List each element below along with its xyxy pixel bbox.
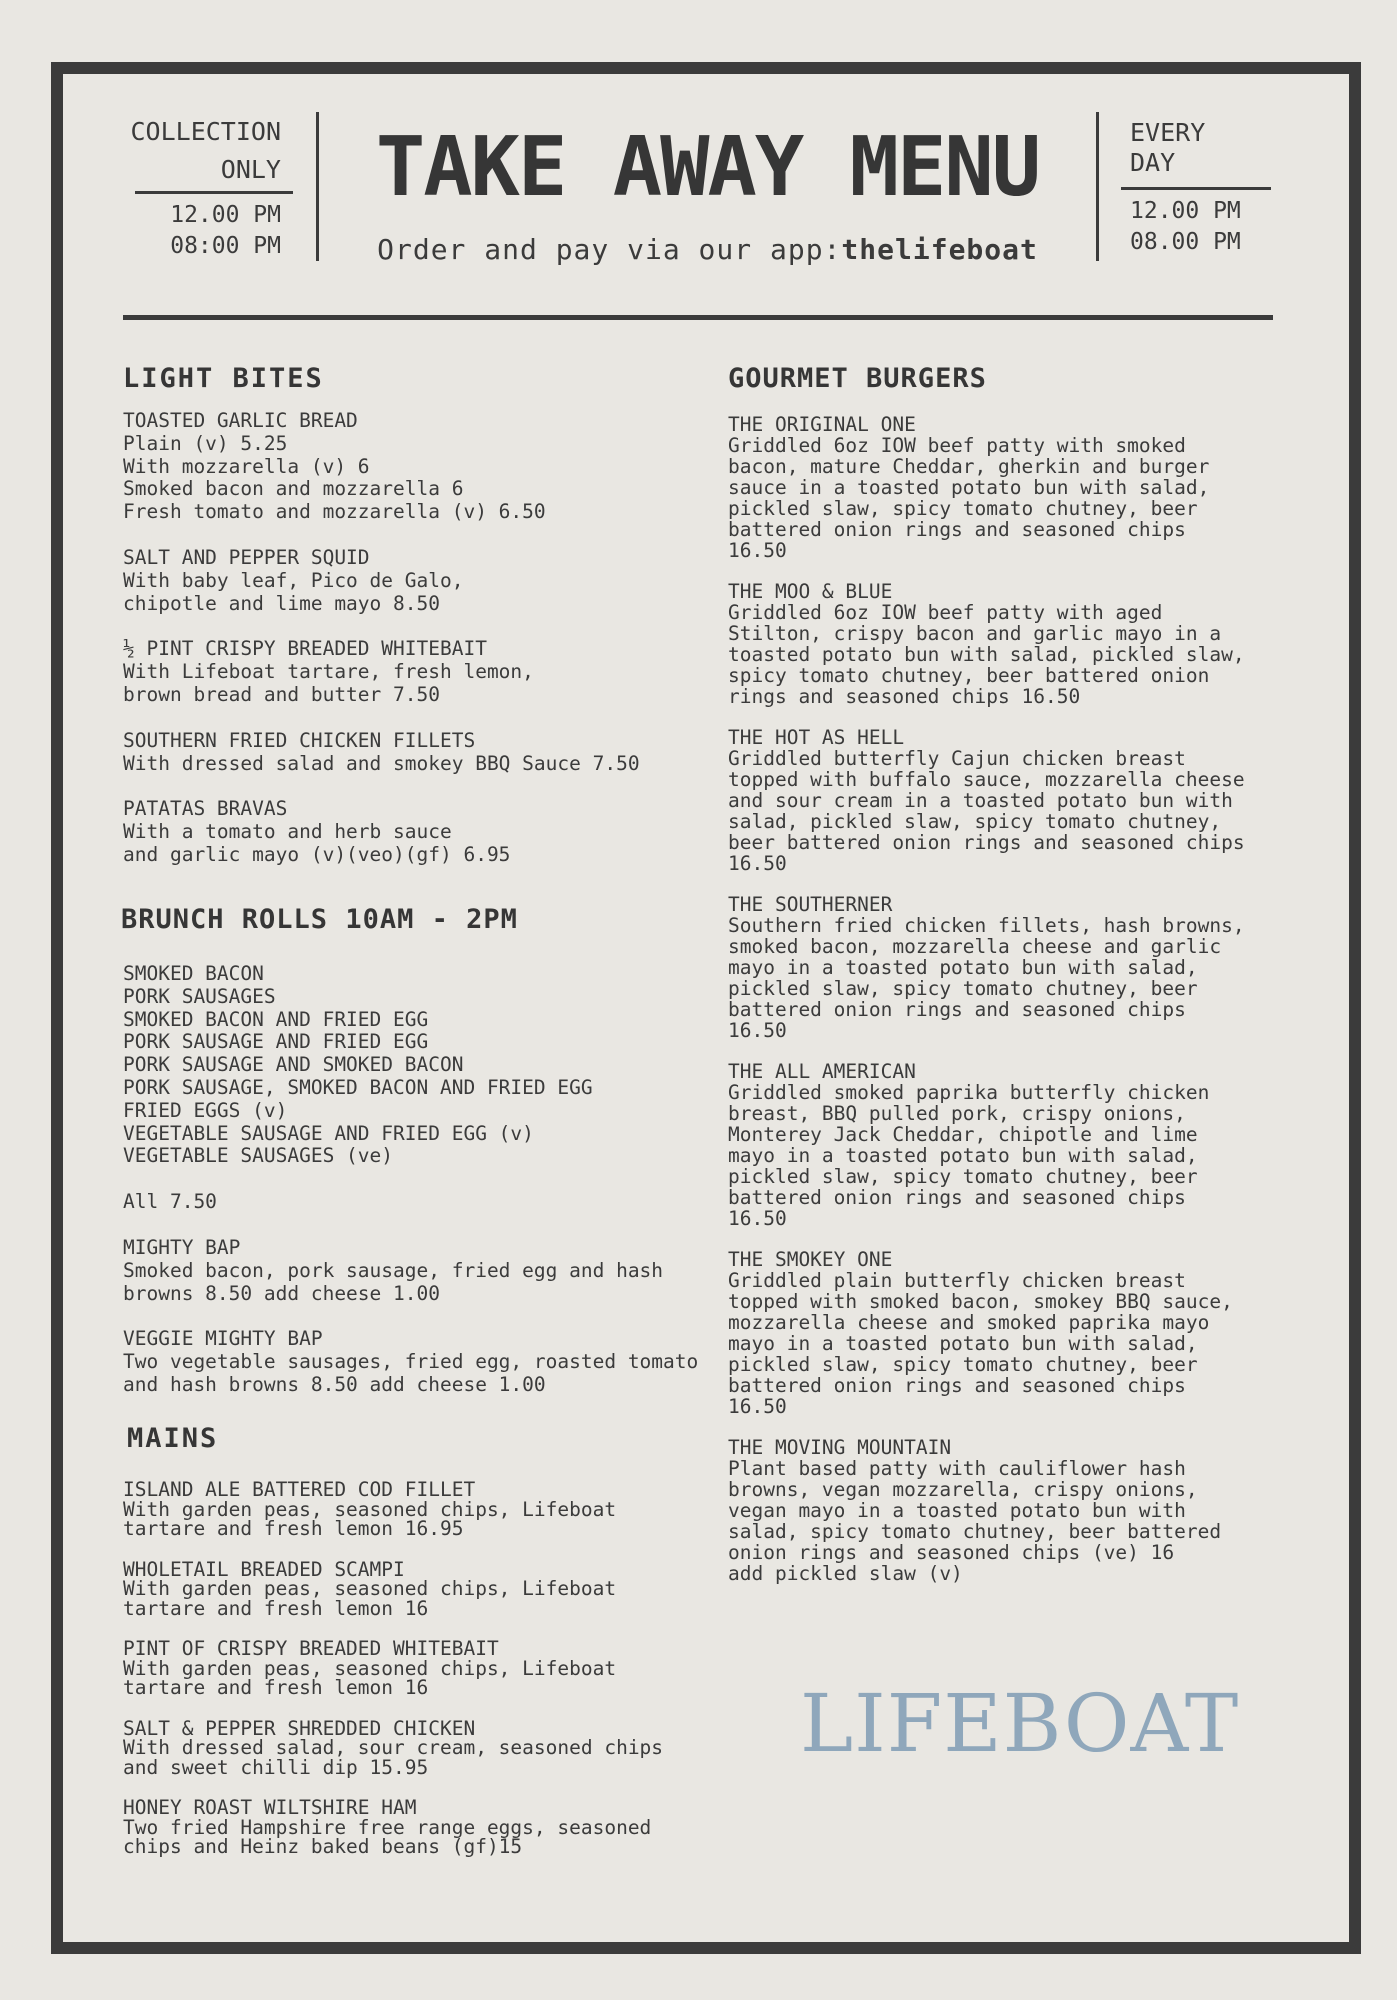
menu-item-name: WHOLETAIL BREADED SCAMPI (123, 1557, 405, 1581)
menu-item (728, 1061, 1245, 1229)
menu-item-line: pickled slaw, spicy tomato chutney, beer (728, 977, 1198, 1000)
subtitle-prefix: Order and pay via our app: (377, 233, 842, 266)
menu-item-line: tartare and fresh lemon 16.95 (123, 1517, 464, 1540)
menu-item-line: Plant based patty with cauliflower hash (728, 1457, 1186, 1480)
menu-item-line: and garlic mayo (v)(veo)(gf) 6.95 (123, 842, 511, 866)
menu-item-line: PORK SAUSAGE AND FRIED EGG (123, 1030, 429, 1054)
menu-item-line: Griddled 6oz IOW beef patty with aged (728, 601, 1163, 624)
menu-item (728, 894, 1245, 1041)
menu-item-name: THE ALL AMERICAN (728, 1060, 916, 1083)
menu-item-line: spicy tomato chutney, beer battered onion (728, 664, 1210, 687)
menu-item-name: SALT AND PEPPER SQUID (123, 545, 370, 569)
menu-item (123, 1328, 698, 1396)
menu-item-name: THE ORIGINAL ONE (728, 413, 916, 436)
menu-item-name: THE MOVING MOUNTAIN (728, 1436, 952, 1459)
menu-item-line: PORK SAUSAGE AND SMOKED BACON (123, 1053, 464, 1077)
collection-close-time: 08:00 PM (170, 233, 281, 259)
menu-item-line: tartare and fresh lemon 16 (123, 1596, 429, 1620)
section-heading-mains: MAINS (127, 1423, 219, 1454)
menu-item-line: salad, pickled slaw, spicy tomato chutney, (728, 810, 1222, 833)
menu-item-name: PINT OF CRISPY BREADED WHITEBAIT (123, 1637, 499, 1660)
menu-item-line: add pickled slaw (v) (728, 1562, 963, 1585)
menu-item-line: With baby leaf, Pico de Galo, (123, 568, 464, 592)
every-day-label (1130, 118, 1250, 178)
menu-item-line: pickled slaw, spicy tomato chutney, beer (728, 1353, 1198, 1376)
lifeboat-logo: LIFEBOAT (800, 1677, 1240, 1770)
menu-item-line: Fresh tomato and mozzarella (v) 6.50 (123, 500, 546, 524)
menu-item-line: Plain (v) 5.25 (123, 431, 288, 455)
menu-item-line: tartare and fresh lemon 16 (123, 1676, 429, 1699)
menu-item-line: breast, BBQ pulled pork, crispy onions, (728, 1102, 1186, 1125)
menu-item-line: VEGETABLE SAUSAGES (ve) (123, 1144, 394, 1168)
light-bites-list (123, 410, 640, 890)
menu-item-line: With mozzarella (v) 6 (123, 454, 370, 478)
menu-item-name: ISLAND ALE BATTERED COD FILLET (123, 1478, 476, 1501)
collection-open-time: 12.00 PM (170, 202, 281, 228)
every-day-close-time: 08.00 PM (1130, 229, 1241, 255)
every-day-open-time: 12.00 PM (1130, 198, 1241, 224)
menu-item-name: ½ PINT CRISPY BREADED WHITEBAIT (123, 637, 487, 661)
menu-item-line: pickled slaw, spicy tomato chutney, beer (728, 497, 1198, 520)
menu-item-line: browns 8.50 add cheese 1.00 (123, 1281, 440, 1305)
menu-item-line: Griddled smoked paprika butterfly chicken (728, 1081, 1210, 1104)
menu-item-line: Stilton, crispy bacon and garlic mayo in a (728, 622, 1222, 645)
menu-item-line: mayo in a toasted potato bun with salad, (728, 1144, 1198, 1167)
menu-item-line: onion rings and seasoned chips (ve) 16 (728, 1541, 1175, 1564)
collection-line-1: COLLECTION (130, 117, 281, 146)
menu-item (123, 1237, 698, 1305)
menu-item (123, 1557, 663, 1620)
menu-item-line: rings and seasoned chips 16.50 (728, 685, 1081, 708)
menu-item-line: Monterey Jack Cheddar, chipotle and lime (728, 1123, 1198, 1146)
menu-item-line: FRIED EGGS (v) (123, 1098, 288, 1122)
menu-item-line: battered onion rings and seasoned chips (728, 518, 1186, 541)
every-day-times (1130, 196, 1280, 258)
menu-item (123, 638, 640, 706)
menu-item-name: VEGGIE MIGHTY BAP (123, 1327, 323, 1351)
menu-item-line: Griddled butterfly Cajun chicken breast (728, 747, 1186, 770)
header-rule (123, 315, 1273, 320)
menu-item-line: smoked bacon, mozzarella cheese and garlic (728, 935, 1222, 958)
menu-item-line: vegan mayo in a toasted potato bun with (728, 1499, 1186, 1522)
menu-item (123, 1191, 698, 1214)
menu-item (123, 1480, 663, 1539)
mains-list (123, 1480, 663, 1878)
menu-item-line: With dressed salad and smokey BBQ Sauce 7.50 (123, 751, 640, 775)
menu-item-name: THE MOO & BLUE (728, 580, 893, 603)
menu-item-line: pickled slaw, spicy tomato chutney, beer (728, 1165, 1198, 1188)
menu-item-line: chips and Heinz baked beans (gf)15 (123, 1835, 523, 1858)
menu-item-line: VEGETABLE SAUSAGE AND FRIED EGG (v) (123, 1121, 534, 1145)
menu-item (123, 1716, 664, 1779)
menu-item-line: Smoked bacon, pork sausage, fried egg and hash (123, 1258, 664, 1282)
menu-item-line: 16.50 (728, 1019, 787, 1042)
menu-item-name: All 7.50 (123, 1190, 217, 1214)
menu-item-line: and sour cream in a toasted potato bun with (728, 789, 1233, 812)
menu-item-line: battered onion rings and seasoned chips (728, 1186, 1186, 1209)
menu-item (123, 963, 698, 1168)
menu-item (728, 414, 1245, 561)
menu-item-line: PORK SAUSAGES (123, 984, 276, 1008)
collection-divider (135, 191, 293, 194)
menu-item-line: Two vegetable sausages, fried egg, roasted tomato (123, 1350, 699, 1374)
menu-item-line: With garden peas, seasoned chips, Lifeboat (123, 1656, 617, 1680)
menu-item-line: With dressed salad, sour cream, seasoned chips (123, 1736, 664, 1759)
menu-item-line: mozzarella cheese and smoked paprika mayo (728, 1311, 1210, 1334)
menu-item-line: With garden peas, seasoned chips, Lifeboat (123, 1577, 617, 1600)
menu-item (123, 1639, 663, 1698)
app-name: thelifeboat (841, 233, 1038, 266)
menu-item-line: beer battered onion rings and seasoned chips (728, 831, 1245, 854)
menu-item-name: SMOKED BACON (123, 962, 264, 985)
collection-line-2: ONLY (220, 155, 281, 184)
menu-item-line: mayo in a toasted potato bun with salad, (728, 1332, 1198, 1355)
menu-item (728, 581, 1245, 707)
menu-item-line: salad, spicy tomato chutney, beer battered (728, 1520, 1222, 1543)
menu-item-line: mayo in a toasted potato bun with salad, (728, 956, 1198, 979)
menu-item (123, 547, 640, 615)
menu-item-line: With garden peas, seasoned chips, Lifeboat (123, 1497, 617, 1521)
menu-item-line: Southern fried chicken fillets, hash browns, (728, 914, 1245, 937)
menu-item-line: Griddled plain butterfly chicken breast (728, 1269, 1186, 1292)
menu-item-line: and sweet chilli dip 15.95 (123, 1755, 429, 1779)
menu-item-name: THE SMOKEY ONE (728, 1248, 893, 1271)
menu-item-name: HONEY ROAST WILTSHIRE HAM (123, 1796, 417, 1819)
section-heading-brunch-rolls: BRUNCH ROLLS 10AM - 2PM (121, 904, 518, 935)
menu-item-line: 16.50 (728, 852, 787, 875)
page-subtitle (330, 230, 1085, 270)
menu-item (123, 730, 640, 776)
menu-item-line: bacon, mature Cheddar, gherkin and burger (728, 455, 1210, 478)
menu-item-line: toasted potato bun with salad, pickled slaw, (728, 643, 1245, 666)
menu-item (123, 1798, 663, 1857)
menu-item (728, 727, 1245, 874)
menu-item-line: topped with buffalo sauce, mozzarella cheese (728, 768, 1245, 791)
every-day-line-1: EVERY (1130, 118, 1206, 147)
menu-item-line: and hash browns 8.50 add cheese 1.00 (123, 1372, 546, 1396)
menu-item-line: Two fried Hampshire free range eggs, seasoned (123, 1815, 652, 1839)
menu-item-line: chipotle and lime mayo 8.50 (123, 591, 440, 615)
page-title: TAKE AWAY MENU (375, 120, 1040, 215)
menu-item-line: battered onion rings and seasoned chips (728, 1374, 1186, 1397)
collection-times (109, 200, 281, 262)
header-divider-left (316, 112, 319, 261)
menu-item-line: PORK SAUSAGE, SMOKED BACON AND FRIED EGG (123, 1075, 593, 1099)
section-heading-light-bites: LIGHT BITES (123, 363, 324, 394)
menu-item-line: SMOKED BACON AND FRIED EGG (123, 1007, 429, 1031)
section-heading-gourmet-burgers: GOURMET BURGERS (728, 363, 987, 394)
menu-item (123, 410, 640, 524)
menu-item-name: THE HOT AS HELL (728, 726, 905, 749)
menu-item-line: brown bread and butter 7.50 (123, 682, 440, 706)
menu-item-name: SOUTHERN FRIED CHICKEN FILLETS (123, 728, 476, 752)
menu-item-line: With a tomato and herb sauce (123, 820, 452, 844)
menu-item-line: topped with smoked bacon, smokey BBQ sauce, (728, 1290, 1233, 1313)
menu-item-line: browns, vegan mozzarella, crispy onions, (728, 1478, 1198, 1501)
menu-item-name: TOASTED GARLIC BREAD (123, 409, 358, 432)
header-divider-right (1096, 112, 1099, 261)
menu-item-line: With Lifeboat tartare, fresh lemon, (123, 660, 534, 684)
menu-item (728, 1437, 1245, 1584)
menu-item-line: Griddled 6oz IOW beef patty with smoked (728, 434, 1186, 457)
every-day-line-2: DAY (1130, 148, 1176, 177)
every-day-divider (1121, 187, 1271, 190)
menu-item (728, 1249, 1245, 1417)
menu-item-line: 16.50 (728, 1395, 787, 1418)
brunch-rolls-list (123, 963, 698, 1420)
menu-item-line: 16.50 (728, 539, 787, 562)
menu-item-name: THE SOUTHERNER (728, 893, 893, 916)
menu-item-name: PATATAS BRAVAS (123, 797, 288, 821)
menu-item-line: Smoked bacon and mozzarella 6 (123, 477, 464, 501)
menu-item-name: MIGHTY BAP (123, 1235, 241, 1259)
gourmet-burgers-list (728, 414, 1245, 1604)
menu-item-name: SALT & PEPPER SHREDDED CHICKEN (123, 1716, 476, 1740)
menu-item (123, 798, 640, 866)
menu-item-line: battered onion rings and seasoned chips (728, 998, 1186, 1021)
menu-item-line: sauce in a toasted potato bun with salad, (728, 476, 1210, 499)
collection-only-label (109, 113, 281, 189)
menu-item-line: 16.50 (728, 1207, 787, 1230)
